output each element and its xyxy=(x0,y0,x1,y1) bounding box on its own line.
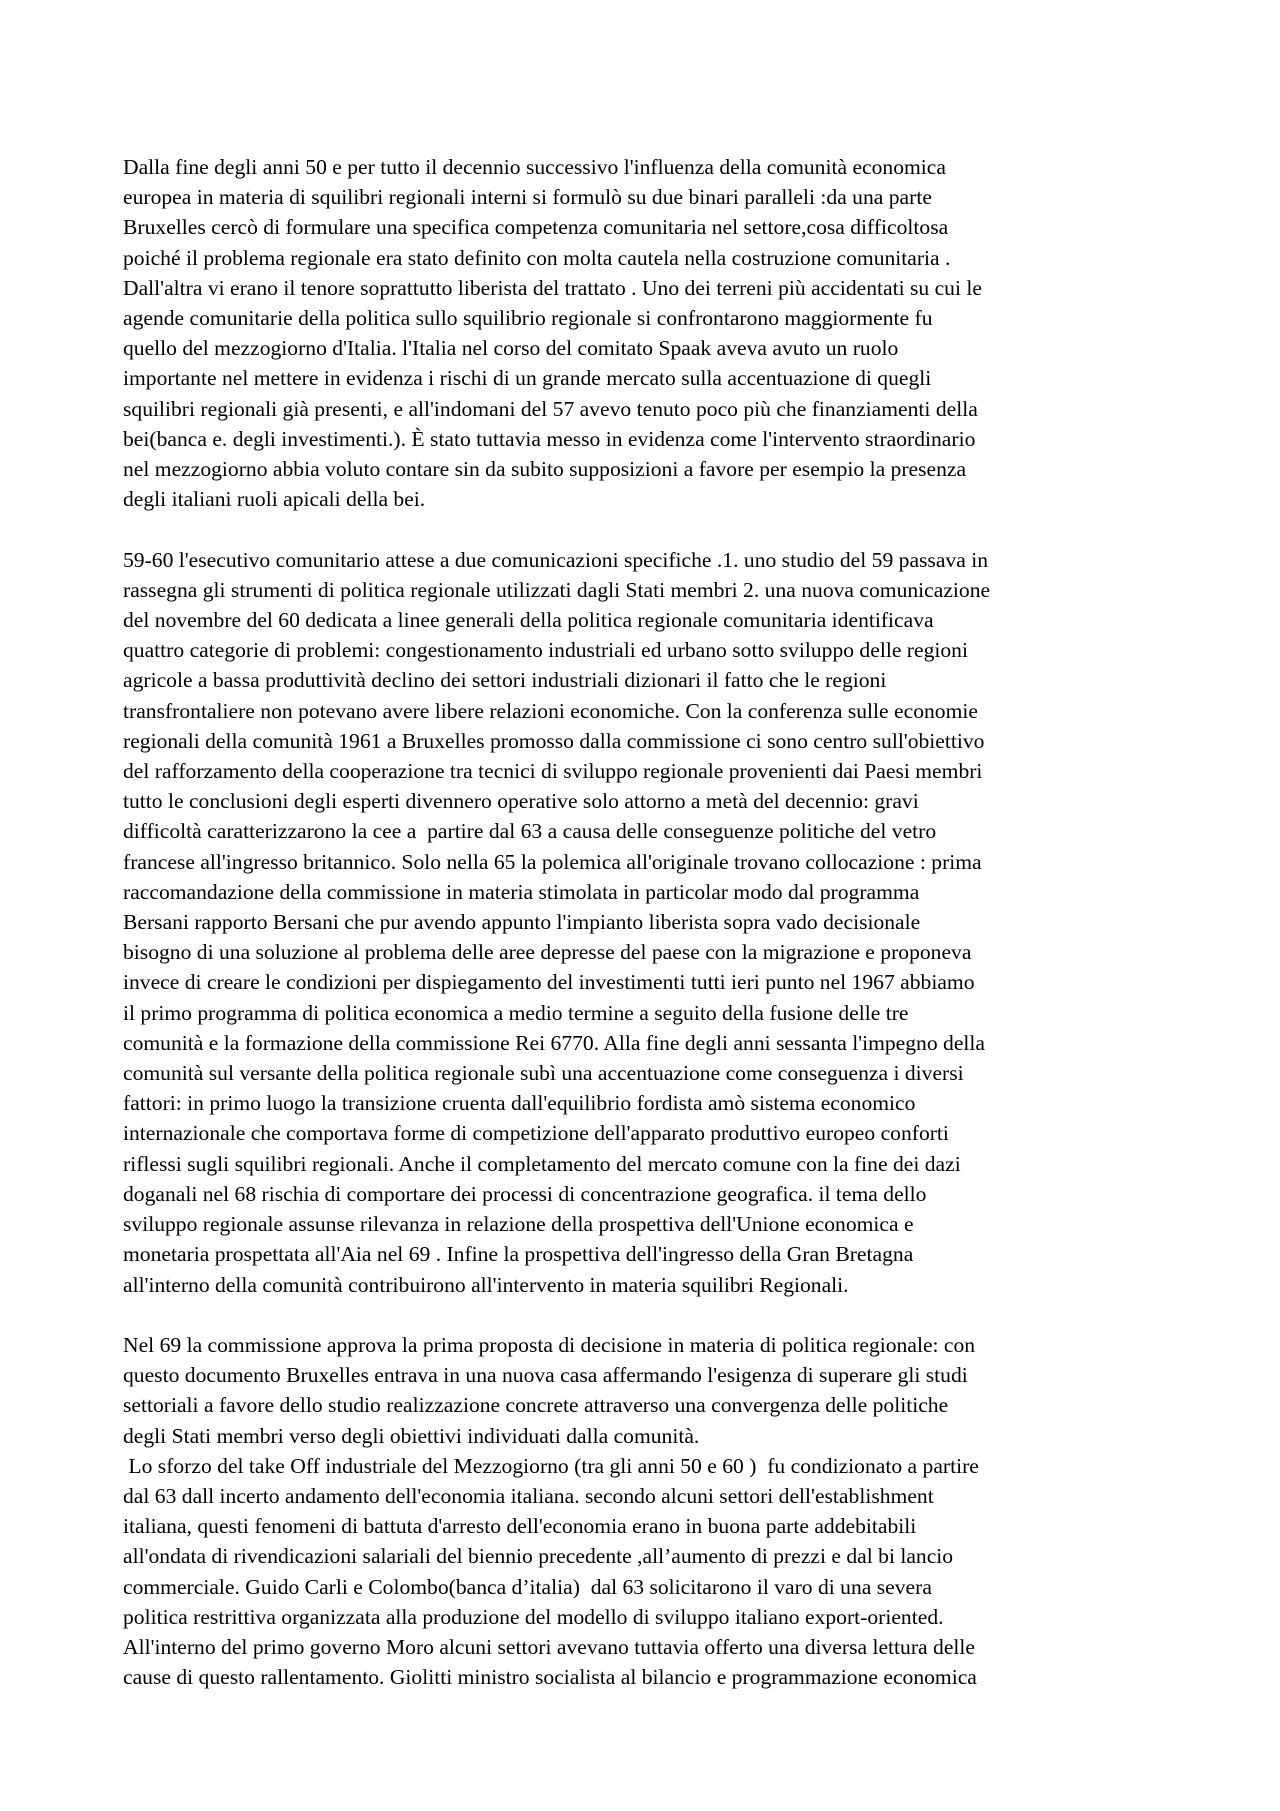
text-line: italiana, questi fenomeni di battuta d'arresto dell'economia erano in buona parte addebitabili xyxy=(123,1514,917,1539)
text-line: regionali della comunità 1961 a Bruxelles promosso dalla commissione ci sono centro sull'obiettivo xyxy=(123,728,985,753)
text-line: doganali nel 68 rischia di comportare dei processi di concentrazione geografica. il tema dello xyxy=(123,1181,927,1206)
text-line: degli italiani ruoli apicali della bei. xyxy=(123,487,426,512)
text-line: Dall'altra vi erano il tenore soprattutto liberista del trattato . Uno dei terreni più accidentati su cui le xyxy=(123,275,982,300)
paragraph-3 xyxy=(123,1330,1175,1692)
text-line: fattori: in primo luogo la transizione cruenta dall'equilibrio fordista amò sistema economico xyxy=(123,1091,916,1116)
text-line: nel mezzogiorno abbia voluto contare sin da subito supposizioni a favore per esempio la presenza xyxy=(123,457,967,482)
text-line: squilibri regionali già presenti, e all'indomani del 57 avevo tenuto poco più che finanziamenti della xyxy=(123,396,978,421)
text-line: quello del mezzogiorno d'Italia. l'Italia nel corso del comitato Spaak aveva avuto un ruolo xyxy=(123,336,899,361)
text-line: politica restrittiva organizzata alla produzione del modello di sviluppo italiano export-oriented. xyxy=(123,1604,944,1629)
text-line: settoriali a favore dello studio realizzazione concrete attraverso una convergenza delle politiche xyxy=(123,1393,949,1418)
text-line: cause di questo rallentamento. Giolitti ministro socialista al bilancio e programmazione economica xyxy=(123,1665,977,1690)
paragraph-1 xyxy=(123,152,1175,514)
text-line: internazionale che comportava forme di competizione dell'apparato produttivo europeo conforti xyxy=(123,1121,949,1146)
text-line: Bersani rapporto Bersani che pur avendo appunto l'impianto liberista sopra vado decisionale xyxy=(123,910,921,935)
text-line: monetaria prospettata all'Aia nel 69 . Infine la prospettiva dell'ingresso della Gran Bretagna xyxy=(123,1242,914,1267)
text-line: Lo sforzo del take Off industriale del Mezzogiorno (tra gli anni 50 e 60 ) fu condizionato a partire xyxy=(123,1453,979,1478)
text-line: raccomandazione della commissione in materia stimolata in particolar modo dal programma xyxy=(123,879,920,904)
text-line: bei(banca e. degli investimenti.). È stato tuttavia messo in evidenza come l'intervento straordinario xyxy=(123,426,976,451)
text-line: Bruxelles cercò di formulare una specifica competenza comunitaria nel settore,cosa difficoltosa xyxy=(123,215,949,240)
text-line: il primo programma di politica economica a medio termine a seguito della fusione delle tre xyxy=(123,1000,909,1025)
text-line: europea in materia di squilibri regionali interni si formulò su due binari paralleli :da una parte xyxy=(123,185,932,210)
text-line: degli Stati membri verso degli obiettivi individuati dalla comunità. xyxy=(123,1423,700,1448)
text-line: del novembre del 60 dedicata a linee generali della politica regionale comunitaria identificava xyxy=(123,608,934,633)
document-body xyxy=(123,152,1175,1692)
text-line: difficoltà caratterizzarono la cee a partire dal 63 a causa delle conseguenze politiche del vetro xyxy=(123,819,937,844)
text-line: rassegna gli strumenti di politica regionale utilizzati dagli Stati membri 2. una nuova comunicazione xyxy=(123,577,991,602)
text-line: agende comunitarie della politica sullo squilibrio regionale si confrontarono maggiormente fu xyxy=(123,306,933,331)
text-line: commerciale. Guido Carli e Colombo(banca d’italia) dal 63 solicitarono il varo di una severa xyxy=(123,1574,932,1599)
text-line: all'interno della comunità contribuirono all'intervento in materia squilibri Regionali. xyxy=(123,1272,849,1297)
text-line: invece di creare le condizioni per dispiegamento del investimenti tutti ieri punto nel 1967 abbiamo xyxy=(123,970,975,995)
text-line: poiché il problema regionale era stato definito con molta cautela nella costruzione comunitaria . xyxy=(123,245,951,270)
text-line: francese all'ingresso britannico. Solo nella 65 la polemica all'originale trovano collocazione : prima xyxy=(123,849,982,874)
text-line: transfrontaliere non potevano avere libere relazioni economiche. Con la conferenza sulle economie xyxy=(123,698,978,723)
text-line: comunità e la formazione della commissione Rei 6770. Alla fine degli anni sessanta l'impegno della xyxy=(123,1030,986,1055)
text-line: all'ondata di rivendicazioni salariali del biennio precedente ,all’aumento di prezzi e dal bi lancio xyxy=(123,1544,954,1569)
text-line: Nel 69 la commissione approva la prima proposta di decisione in materia di politica regionale: con xyxy=(123,1332,976,1357)
text-line: Dalla fine degli anni 50 e per tutto il decennio successivo l'influenza della comunità economica xyxy=(123,155,946,179)
text-line: questo documento Bruxelles entrava in una nuova casa affermando l'esigenza di superare gli studi xyxy=(123,1363,968,1388)
text-line: bisogno di una soluzione al problema delle aree depresse del paese con la migrazione e proponeva xyxy=(123,940,972,965)
text-line: agricole a bassa produttività declino dei settori industriali dizionari il fatto che le regioni xyxy=(123,668,887,693)
text-line: sviluppo regionale assunse rilevanza in relazione della prospettiva dell'Unione economica e xyxy=(123,1212,914,1237)
text-line: comunità sul versante della politica regionale subì una accentuazione come conseguenza i diversi xyxy=(123,1061,964,1086)
text-line: All'interno del primo governo Moro alcuni settori avevano tuttavia offerto una diversa lettura delle xyxy=(123,1634,975,1659)
text-line: tutto le conclusioni degli esperti divennero operative solo attorno a metà del decennio: gravi xyxy=(123,789,919,814)
text-line: quattro categorie di problemi: congestionamento industriali ed urbano sotto sviluppo delle regioni xyxy=(123,638,968,663)
text-line: 59-60 l'esecutivo comunitario attese a due comunicazioni specifiche .1. uno studio del 59 passava in xyxy=(123,547,988,572)
text-line: dal 63 dall incerto andamento dell'economia italiana. secondo alcuni settori dell'establishment xyxy=(123,1483,934,1508)
text-line: riflessi sugli squilibri regionali. Anche il completamento del mercato comune con la fine dei dazi xyxy=(123,1151,961,1176)
text-line: del rafforzamento della cooperazione tra tecnici di sviluppo regionale provenienti dai Paesi membri xyxy=(123,759,983,784)
text-line: importante nel mettere in evidenza i rischi di un grande mercato sulla accentuazione di quegli xyxy=(123,366,932,391)
paragraph-2 xyxy=(123,545,1175,1300)
